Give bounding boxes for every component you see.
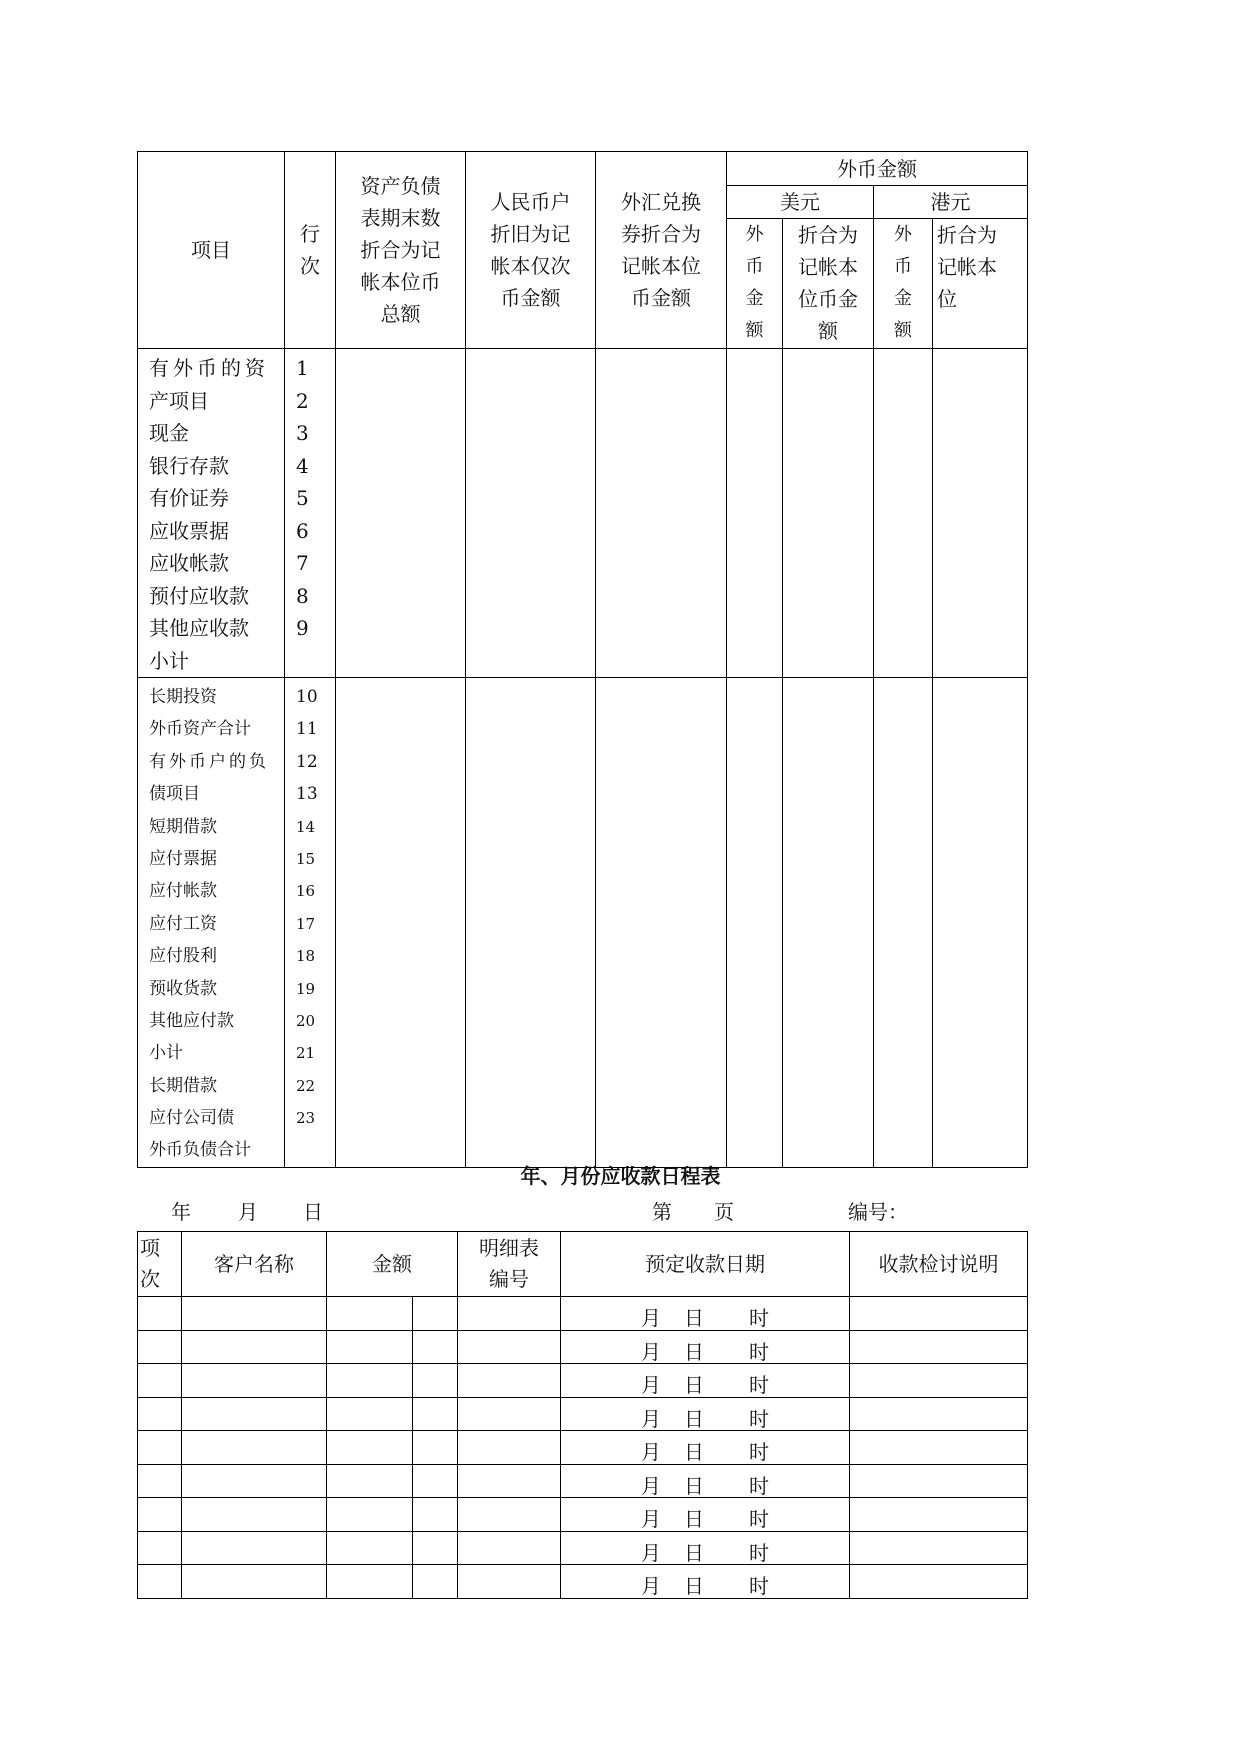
cell-review [850,1531,1028,1565]
row-number: 15 [296,849,316,868]
cell-scheduled-date [561,1397,850,1431]
row-number: 2 [296,388,309,413]
date-hour-label: 时 [749,1339,769,1364]
date-day-label: 日 [684,1574,704,1598]
cell-amount-b [413,1364,458,1398]
cell-customer [182,1431,327,1465]
date-hour-label: 时 [749,1373,769,1397]
table-row [138,1531,1028,1565]
item-label: 其他应付款 [149,1010,234,1031]
cell-amount-a [327,1431,413,1465]
item-label: 预付应收款 [149,583,249,608]
cell-scheduled-date [561,1531,850,1565]
header-amount: 金额 [327,1232,458,1297]
cell-detail-no [458,1431,561,1465]
cell-b-fx-cert [596,678,727,1168]
cell-amount-b [413,1330,458,1364]
row-number: 5 [296,486,309,510]
item-label: 应付帐款 [149,881,217,902]
row-number: 7 [296,551,309,575]
info-serial-number: 编号： [848,1200,908,1224]
cell-amount-a [327,1397,413,1431]
cell-customer [182,1330,327,1364]
row-number: 17 [296,914,316,933]
header-fx-certificate: 外汇兑换 券折合为 记帐本位 币金额 [596,152,727,349]
header-review-notes: 收款检讨说明 [850,1232,1028,1297]
cell-detail-no [458,1397,561,1431]
date-month-label: 月 [641,1339,661,1364]
row-number: 22 [296,1076,316,1095]
cell-a-fx-cert [596,349,727,678]
info-page-suffix: 页 [714,1200,734,1224]
table-row [138,1498,1028,1532]
row-number: 10 [296,687,318,707]
cell-a-balance [336,349,466,678]
cell-item-no [138,1531,182,1565]
row-number: 9 [296,616,309,640]
cell-item-no [138,1364,182,1398]
cell-amount-b [413,1464,458,1498]
table-row [138,1397,1028,1431]
cell-amount-b [413,1297,458,1331]
header-customer-name: 客户名称 [182,1232,327,1297]
cell-a-usd-fc [727,349,783,678]
info-year: 年 [171,1200,191,1224]
header-rmb-amount: 人民币户 折旧为记 帐本仅次 币金额 [466,152,596,349]
item-label: 应付票据 [149,848,217,869]
cell-review [850,1464,1028,1498]
cell-review [850,1297,1028,1331]
table-row [138,1297,1028,1331]
item-label: 有外币的资 [149,356,269,380]
item-label: 应收票据 [149,518,229,543]
cell-amount-a [327,1565,413,1599]
cell-customer [182,1498,327,1532]
date-day-label: 日 [684,1373,704,1397]
cell-scheduled-date [561,1431,850,1465]
header-hkd-converted: 折合为 记帐本 位 [933,219,1028,349]
item-label: 外币负债合计 [149,1140,251,1161]
section-b-items [138,678,285,1168]
item-label: 长期借款 [149,1075,217,1096]
cell-amount-a [327,1297,413,1331]
header-usd-converted: 折合为 记帐本 位币金 额 [783,219,874,349]
table-row [138,1364,1028,1398]
header-foreign-currency-amount: 外币金额 [727,152,1028,186]
section-assets [138,349,1028,678]
date-hour-label: 时 [749,1574,769,1598]
row-number: 14 [296,817,316,836]
date-month-label: 月 [641,1306,661,1330]
date-day-label: 日 [684,1440,704,1464]
item-label: 长期投资 [149,687,217,707]
date-month-label: 月 [641,1406,661,1431]
cell-scheduled-date [561,1498,850,1532]
cell-customer [182,1297,327,1331]
cell-detail-no [458,1364,561,1398]
row-number: 21 [296,1044,316,1063]
cell-item-no [138,1565,182,1599]
header-detail-number: 明细表 编号 [458,1232,561,1297]
cell-b-hkd-conv [933,678,1028,1168]
date-day-label: 日 [684,1339,704,1364]
row-number: 4 [296,453,309,478]
header-hkd: 港元 [874,186,1028,219]
cell-b-balance [336,678,466,1168]
fx-assets-liabilities-table [137,151,1028,1168]
cell-scheduled-date [561,1330,850,1364]
date-day-label: 日 [684,1406,704,1431]
cell-amount-b [413,1565,458,1599]
item-label: 短期借款 [149,816,217,837]
cell-customer [182,1464,327,1498]
cell-amount-b [413,1498,458,1532]
item-label: 应收帐款 [149,551,229,575]
cell-b-rmb [466,678,596,1168]
header-balance-total: 资产负债 表期末数 折合为记 帐本位币 总额 [336,152,466,349]
item-label: 应付工资 [149,913,217,934]
cell-detail-no [458,1464,561,1498]
cell-scheduled-date [561,1297,850,1331]
date-day-label: 日 [684,1306,704,1330]
cell-review [850,1431,1028,1465]
row-number: 23 [296,1109,316,1128]
cell-item-no [138,1498,182,1532]
item-label: 应付股利 [149,946,217,967]
header-row-no: 行 次 [285,152,336,349]
item-label: 外币资产合计 [149,719,251,740]
cell-amount-a [327,1464,413,1498]
date-hour-label: 时 [749,1540,769,1565]
cell-customer [182,1531,327,1565]
cell-b-hkd-fc [874,678,933,1168]
header-hkd-fc-amount: 外 币 金 额 [874,219,933,349]
row-number: 8 [296,583,309,608]
cell-item-no [138,1330,182,1364]
cell-item-no [138,1431,182,1465]
date-day-label: 日 [684,1507,704,1531]
cell-scheduled-date [561,1364,850,1398]
cell-detail-no [458,1297,561,1331]
item-label: 现金 [149,421,189,445]
date-month-label: 月 [641,1473,661,1498]
row-number [296,645,335,678]
cell-amount-a [327,1330,413,1364]
row-number: 12 [296,751,318,772]
receivables-schedule-title: 年、月份应收款日程表 [520,1164,721,1188]
date-month-label: 月 [641,1440,661,1464]
table-row [138,1431,1028,1465]
cell-amount-a [327,1364,413,1398]
section-b-row-numbers [285,678,336,1168]
cell-detail-no [458,1498,561,1532]
cell-amount-b [413,1397,458,1431]
date-hour-label: 时 [749,1440,769,1464]
table-row [138,1565,1028,1599]
item-label: 应付公司债 [149,1108,234,1129]
item-label: 银行存款 [149,453,229,478]
row-number: 11 [296,719,318,740]
date-hour-label: 时 [749,1306,769,1330]
header-usd-fc-amount: 外 币 金 额 [727,219,783,349]
date-day-label: 日 [684,1473,704,1498]
cell-customer [182,1565,327,1599]
cell-item-no [138,1464,182,1498]
info-page-prefix: 第 [652,1200,672,1224]
cell-b-usd-conv [783,678,874,1168]
row-number: 16 [296,882,316,901]
row-number: 20 [296,1011,316,1030]
cell-review [850,1565,1028,1599]
item-label: 小计 [149,648,189,673]
cell-review [850,1397,1028,1431]
row-number: 1 [296,356,309,380]
row-number: 6 [296,518,309,543]
item-label: 小计 [149,1043,183,1064]
section-a-items [138,349,285,678]
cell-amount-b [413,1531,458,1565]
date-month-label: 月 [641,1373,661,1397]
table-row [138,1330,1028,1364]
cell-customer [182,1397,327,1431]
cell-a-hkd-fc [874,349,933,678]
section-liabilities [138,678,1028,1168]
cell-b-usd-fc [727,678,783,1168]
row-number: 13 [296,784,318,805]
cell-detail-no [458,1531,561,1565]
cell-scheduled-date [561,1565,850,1599]
item-label: 预收货款 [149,978,217,999]
date-month-label: 月 [641,1540,661,1565]
info-day: 日 [303,1200,323,1224]
cell-detail-no [458,1565,561,1599]
cell-item-no [138,1397,182,1431]
item-label: 产项目 [149,388,209,413]
cell-customer [182,1364,327,1398]
item-label: 有外币户的负 [149,751,269,772]
date-day-label: 日 [684,1540,704,1565]
section-a-row-numbers [285,349,336,678]
cell-review [850,1498,1028,1532]
item-label: 其他应收款 [149,616,249,640]
cell-a-hkd-conv [933,349,1028,678]
cell-amount-a [327,1498,413,1532]
header-usd: 美元 [727,186,874,219]
cell-review [850,1330,1028,1364]
item-label: 有价证券 [149,486,229,510]
info-month: 月 [238,1200,258,1224]
row-number: 3 [296,421,309,445]
date-month-label: 月 [641,1574,661,1598]
header-item-no: 项 次 [138,1232,182,1297]
cell-detail-no [458,1330,561,1364]
cell-amount-a [327,1531,413,1565]
cell-review [850,1364,1028,1398]
receivables-schedule-table [137,1231,1028,1599]
date-hour-label: 时 [749,1406,769,1431]
date-month-label: 月 [641,1507,661,1531]
cell-amount-b [413,1431,458,1465]
table-row [138,1464,1028,1498]
cell-scheduled-date [561,1464,850,1498]
cell-a-rmb [466,349,596,678]
cell-item-no [138,1297,182,1331]
date-hour-label: 时 [749,1473,769,1498]
row-number: 19 [296,979,316,998]
header-item: 项目 [138,152,285,349]
date-hour-label: 时 [749,1507,769,1531]
cell-a-usd-conv [783,349,874,678]
row-number: 18 [296,947,316,966]
item-label: 债项目 [149,784,200,805]
header-scheduled-date: 预定收款日期 [561,1232,850,1297]
